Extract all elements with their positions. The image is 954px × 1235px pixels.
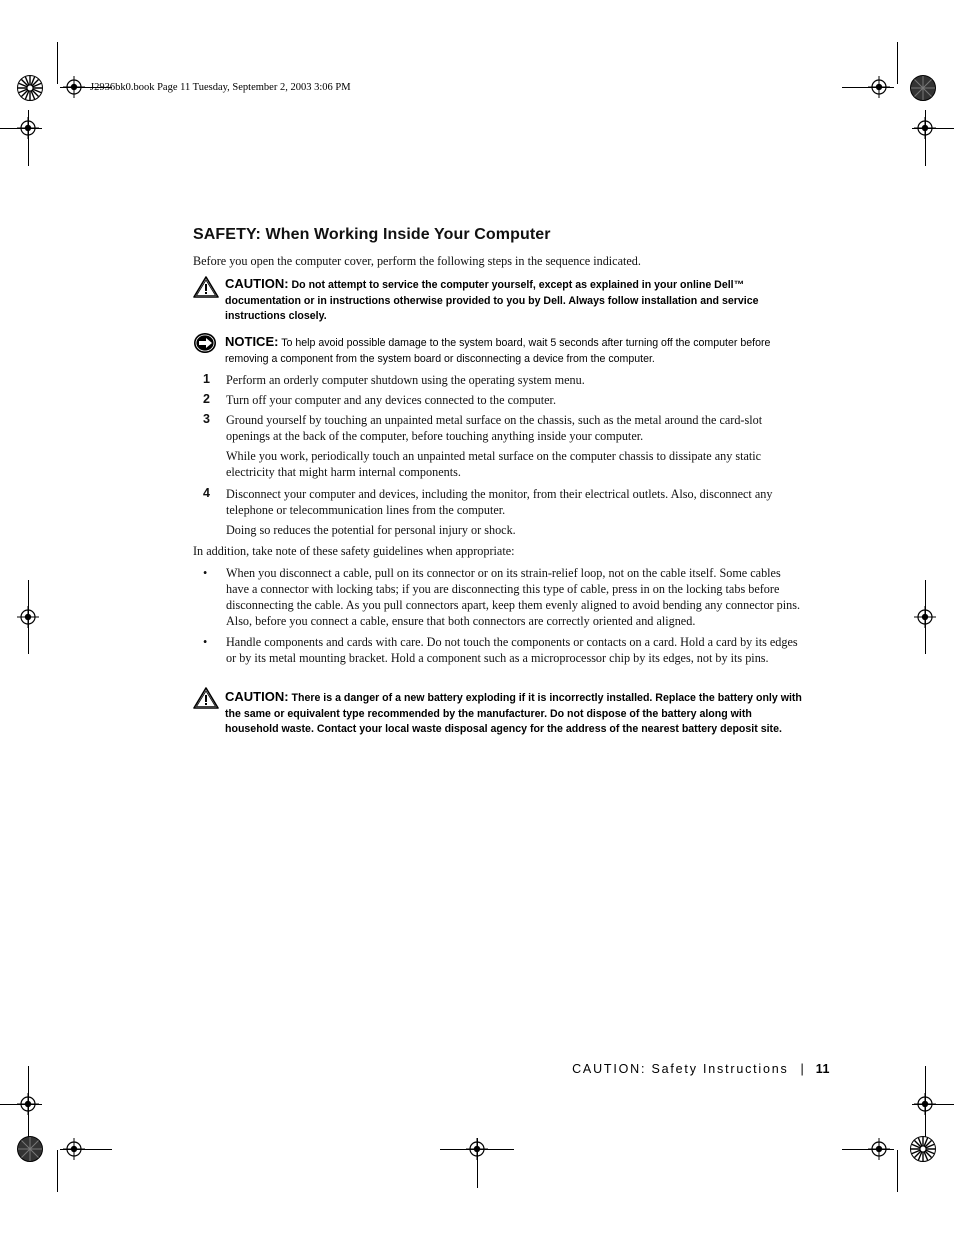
- bullet-text: Handle components and cards with care. Do not touch the components or contacts on a card. Hold a card by its edges or by its metal mounting bracket. Hold a component such as a microprocessor chip by its edges, not by its pins.: [226, 635, 798, 665]
- step-item: [193, 486, 803, 518]
- step-text: Perform an orderly computer shutdown using the operating system menu.: [226, 373, 585, 387]
- bullet-text: When you disconnect a cable, pull on its connector or on its strain-relief loop, not on the cable itself. Some cables have a connector with locking tabs; if you are disconnecting this type of cable, press in on the locking tabs before disconnecting the cable. As you pull connectors apart, keep them evenly aligned to avoid bending any connector pins. Also, before you connect a cable, ensure that both connectors are correctly oriented and aligned.: [226, 566, 801, 628]
- color-calibration-wheel-icon: [17, 1136, 43, 1162]
- caution-block: [193, 276, 803, 325]
- step-item: [193, 372, 803, 388]
- crop-mark: [897, 42, 898, 84]
- step-text: Turn off your computer and any devices connected to the computer.: [226, 393, 556, 407]
- step-followup-text: Doing so reduces the potential for personal injury or shock.: [226, 523, 516, 537]
- crop-mark: [57, 42, 58, 84]
- registration-crosshair-icon: [868, 76, 890, 98]
- step-number: 3: [203, 412, 210, 426]
- step-number: 1: [203, 372, 210, 386]
- color-calibration-wheel-icon: [910, 1136, 936, 1162]
- crop-mark: [897, 1150, 898, 1192]
- step-item: [193, 412, 803, 444]
- section-intro: Before you open the computer cover, perform the following steps in the sequence indicated.: [193, 254, 641, 268]
- caution-block: [193, 689, 803, 738]
- color-calibration-wheel-icon: [17, 75, 43, 101]
- registration-crosshair-icon: [914, 1093, 936, 1115]
- page-footer: [572, 1062, 830, 1076]
- list-item: [193, 565, 803, 629]
- bullet-mark: •: [203, 566, 208, 580]
- step-text: Ground yourself by touching an unpainted metal surface on the chassis, such as the metal around the card-slot openings at the back of the computer, before touching anything inside your computer.: [226, 413, 763, 443]
- caution-label: CAUTION:: [225, 276, 289, 291]
- warning-triangle-icon: [193, 687, 219, 709]
- color-calibration-wheel-icon: [910, 75, 936, 101]
- registration-crosshair-icon: [466, 1138, 488, 1160]
- footer-section-name: CAUTION: Safety Instructions: [572, 1062, 789, 1076]
- registration-crosshair-icon: [63, 1138, 85, 1160]
- caution-label: CAUTION:: [225, 689, 289, 704]
- registration-crosshair-icon: [17, 1093, 39, 1115]
- registration-crosshair-icon: [17, 606, 39, 628]
- caution-text: There is a danger of a new battery exploding if it is incorrectly installed. Replace the battery only with the same or equivalent type recommended by the manufacturer. Do not dispose of the battery along with household waste. Contact your local waste disposal agency for the address of the nearest battery deposit site.: [225, 692, 802, 736]
- registration-crosshair-icon: [63, 76, 85, 98]
- notice-arrow-icon: [193, 332, 217, 354]
- step-followup-text: While you work, periodically touch an unpainted metal surface on the computer chassis to dissipate any static electricity that might harm internal components.: [226, 449, 762, 479]
- bullet-mark: •: [203, 635, 208, 649]
- warning-triangle-icon: [193, 276, 219, 298]
- step-item: [193, 392, 803, 408]
- registration-crosshair-icon: [914, 117, 936, 139]
- footer-separator: |: [800, 1062, 804, 1076]
- print-header-meta: J2936bk0.book Page 11 Tuesday, September 2, 2003 3:06 PM: [90, 82, 351, 93]
- crop-mark: [57, 1150, 58, 1192]
- step-text: Disconnect your computer and devices, including the monitor, from their electrical outlets. Also, disconnect any telephone or telecommunication lines from the computer.: [226, 487, 773, 517]
- section-title: SAFETY: When Working Inside Your Computer: [193, 226, 551, 243]
- registration-crosshair-icon: [914, 606, 936, 628]
- notice-block: [193, 334, 803, 367]
- step-number: 2: [203, 392, 210, 406]
- notice-label: NOTICE:: [225, 334, 279, 349]
- notice-text: To help avoid possible damage to the system board, wait 5 seconds after turning off the computer before removing a component from the system board or disconnecting a device from the computer.: [225, 337, 771, 365]
- caution-text: Do not attempt to service the computer yourself, except as explained in your online Dell™ documentation or in instructions otherwise provided to you by Dell. Always follow installation and service instructions closely.: [225, 279, 759, 323]
- list-item: [193, 634, 803, 666]
- step-number: 4: [203, 486, 210, 500]
- guidelines-intro: In addition, take note of these safety guidelines when appropriate:: [193, 544, 515, 558]
- registration-crosshair-icon: [17, 117, 39, 139]
- page-number: 11: [815, 1062, 830, 1076]
- registration-crosshair-icon: [868, 1138, 890, 1160]
